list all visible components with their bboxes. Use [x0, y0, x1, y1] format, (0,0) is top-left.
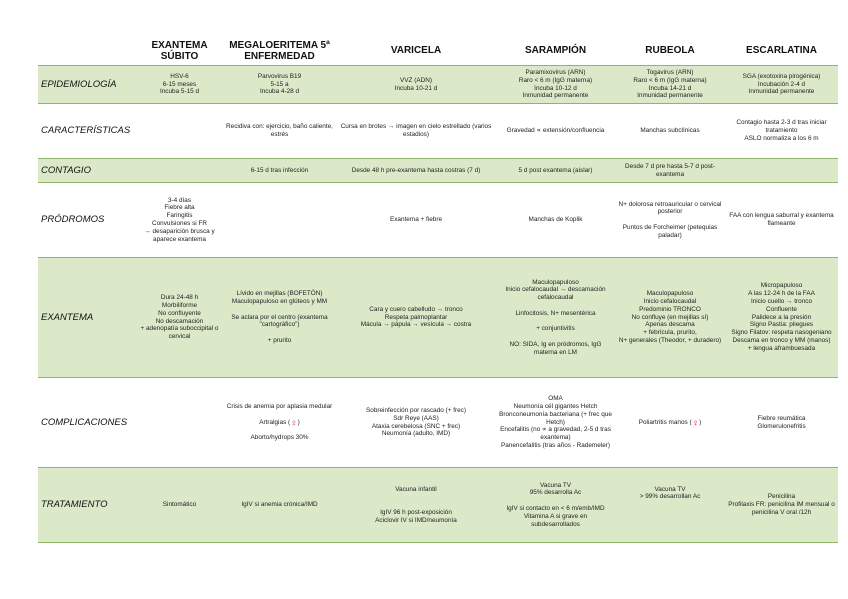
cell-line: [226, 306, 333, 314]
cell-line: Poliartritis manos (♀): [638, 417, 702, 429]
cell-line: Respeta palmoplantar: [384, 313, 448, 321]
cell-line: 95% desarrolla Ac: [529, 489, 582, 497]
cell-line: Encefalitis (no ∝ a gravedad, 2-5 d tras exantema): [500, 426, 611, 442]
cell-line: [618, 517, 722, 525]
cell-line: Cursa en brotes → imagen en cielo estrellado (varios estadios): [340, 123, 492, 138]
cell-line: Parvovirus B19: [257, 72, 302, 80]
cell-line: [226, 329, 333, 337]
cell-megaloeritema: [223, 378, 336, 468]
row-label: EPIDEMIOLOGÍA: [38, 66, 136, 104]
comparison-sheet: [38, 36, 838, 543]
cell-rubeola: [615, 183, 725, 258]
cell-line: SGA (exotoxina pirogénica): [742, 72, 821, 80]
cell-line: Cara y cuero cabelludo → tronco: [369, 305, 463, 313]
cell-megaloeritema: [223, 468, 336, 543]
cell-line: Profilaxis FR: penicilina IM mensual o penicilina V oral /12h: [728, 501, 835, 516]
cell-varicela: [336, 66, 496, 104]
cell-line: Vacuna infantil: [395, 485, 437, 493]
cell-line: VVZ (ADN): [400, 76, 432, 84]
table-row: [38, 104, 838, 159]
cell-line: Sobreinfección por rascado (+ frec): [366, 406, 466, 414]
cell-sarampion: [496, 183, 615, 258]
cell-line: Descama en tronco y MM (manos): [732, 336, 831, 344]
cell-line: Neumonía cél gigantes Hetch: [513, 403, 598, 410]
cell-varicela: [336, 104, 496, 159]
table-row: [38, 258, 838, 378]
cell-rubeola: [615, 468, 725, 543]
table-row: [38, 159, 838, 183]
cell-line: N+ dolorosa retroauricular o cervical posterior: [618, 200, 722, 216]
table-row: [38, 66, 838, 104]
female-symbol-icon: ♀: [691, 417, 700, 429]
cell-exantema-subito: [136, 183, 223, 258]
header-megaloeritema: MEGALOERITEMA 5ª ENFERMEDAD: [223, 36, 336, 66]
cell-escarlatina: [725, 66, 838, 104]
cell-line: Sdr Reye (AAS): [393, 414, 439, 422]
table-row: [38, 378, 838, 468]
cell-varicela: [336, 468, 496, 543]
cell-line: Gravedad ∝ extensión/confluencia: [506, 127, 605, 135]
cell-line: Vacuna TV: [539, 481, 572, 489]
cell-line: [499, 333, 612, 341]
cell-line: Vitamina A si grave en subdesarrollados: [523, 512, 588, 528]
header-varicela: VARICELA: [336, 36, 496, 66]
cell-line: + adenopatía suboccipital o cervical: [140, 325, 219, 341]
cell-line: 5 d post exantema (aislar): [518, 166, 593, 174]
cell-varicela: [336, 258, 496, 378]
cell-megaloeritema: [223, 104, 336, 159]
cell-line: > 99% desarrollan Ac: [639, 493, 701, 501]
cell-megaloeritema: [223, 66, 336, 104]
cell-line: A las 12-24 h de la FAA: [748, 290, 815, 298]
cell-line: Signo Pastia: pliegues: [749, 321, 814, 329]
cell-line: Bronconeumonía bacteriana (+ frec que Hetch): [499, 410, 612, 426]
cell-line: Sintomático: [162, 501, 197, 509]
cell-line: Inicio cuello → tronco: [750, 298, 813, 305]
cell-exantema-subito: [136, 159, 223, 183]
cell-line: Faringitis: [166, 212, 193, 220]
cell-line: [499, 318, 612, 326]
cell-line: Inmunidad permanente: [637, 92, 703, 100]
cell-escarlatina: [725, 183, 838, 258]
header-corner: [38, 36, 136, 66]
cell-line: Fiebre alta: [164, 204, 195, 212]
cell-line: Inicio cefalocaudal: [643, 298, 697, 305]
cell-megaloeritema: [223, 159, 336, 183]
female-symbol-icon: ♀: [290, 417, 298, 429]
cell-line: Linfocitosis, N+ mesentérica: [515, 309, 596, 317]
cell-line: No descamación: [155, 317, 204, 325]
row-label: CARACTERÍSTICAS: [38, 104, 136, 159]
cell-line: 5-15 a: [270, 80, 289, 88]
cell-escarlatina: [725, 104, 838, 159]
cell-line: Convulsiones si FR: [151, 220, 208, 227]
cell-line: FAA con lengua saburral y exantema flameante: [729, 212, 834, 227]
header-rubeola: RUBEOLA: [615, 36, 725, 66]
cell-escarlatina: [725, 159, 838, 183]
cell-line: Exantema + fiebre: [389, 216, 443, 224]
cell-rubeola: [615, 378, 725, 468]
cell-line: Contagio hasta 2-3 d tras iniciar tratamiento: [736, 119, 827, 135]
cell-line: Confluente: [766, 305, 797, 313]
cell-line: Manchas subclínicas: [640, 127, 700, 135]
cell-line: [226, 427, 333, 435]
cell-line: Incubación 2-4 d: [757, 80, 806, 88]
cell-line: Raro < 6 m (IgG materna): [633, 76, 707, 84]
cell-line: Signo Filatov: respeta nasogeniano: [731, 329, 832, 337]
cell-line: Incuba 5-15 d: [159, 88, 200, 96]
cell-rubeola: [615, 104, 725, 159]
cell-line: [499, 497, 612, 505]
cell-escarlatina: [725, 378, 838, 468]
cell-exantema-subito: [136, 104, 223, 159]
cell-sarampion: [496, 468, 615, 543]
cell-line: Recidiva con: ejercicio, baño caliente, estrés: [226, 123, 333, 138]
cell-line: Mácula → pápula → vesícula → costra: [360, 321, 472, 329]
cell-line: Incuba 10-12 d: [534, 84, 577, 92]
cell-line: Panencefalitis (tras años - Rademeler): [500, 441, 611, 449]
cell-line: Paramixovirus (ARN): [525, 68, 586, 76]
cell-sarampion: [496, 159, 615, 183]
cell-line: Aborto/hydrops 30%: [250, 434, 309, 442]
row-label: PRÓDROMOS: [38, 183, 136, 258]
cell-line: Morbiliforme: [161, 301, 198, 309]
cell-exantema-subito: [136, 66, 223, 104]
header-sarampion: SARAMPIÓN: [496, 36, 615, 66]
cell-line: 3-4 días: [167, 196, 192, 204]
cell-line: Puntos de Forcheimer (petequias paladar): [622, 223, 718, 239]
exanthem-comparison-table: [38, 36, 838, 543]
cell-line: → desaparición brusca y aparece exantema: [144, 227, 215, 243]
table-row: [38, 468, 838, 543]
cell-rubeola: [615, 66, 725, 104]
cell-line: Apenas descama: [645, 321, 695, 329]
cell-line: Desde 48 h pre-exantema hasta costras (7 d): [351, 166, 481, 174]
cell-sarampion: [496, 258, 615, 378]
cell-varicela: [336, 183, 496, 258]
cell-varicela: [336, 378, 496, 468]
cell-rubeola: [615, 258, 725, 378]
cell-line: + conjuntivitis: [536, 325, 575, 333]
cell-line: Glomerulonefritis: [757, 422, 806, 430]
cell-line: N+ generales (Theodor, + duradero): [618, 336, 722, 344]
cell-line: [618, 501, 722, 509]
cell-exantema-subito: [136, 258, 223, 378]
cell-line: HSV-6: [170, 72, 189, 80]
cell-line: Lívido en mejillas (BOFETÓN): [236, 290, 323, 298]
cell-line: Aciclovir IV si IMD/neumonía: [375, 516, 457, 524]
cell-line: Desde 7 d pre hasta 5-7 d post-exantema: [625, 162, 715, 178]
cell-exantema-subito: [136, 468, 223, 543]
cell-line: 6-15 d tras infección: [250, 166, 309, 174]
cell-line: Inmunidad permanente: [748, 88, 815, 96]
cell-line: No confluye (en mejillas sí): [631, 313, 709, 321]
cell-line: Manchas de Koplik: [528, 216, 583, 224]
cell-megaloeritema: [223, 183, 336, 258]
cell-line: [226, 411, 333, 419]
cell-varicela: [336, 159, 496, 183]
table-row: [38, 183, 838, 258]
cell-line: Vacuna TV: [654, 485, 686, 493]
cell-line: Ataxia cerebelosa (SNC + frec): [371, 422, 461, 430]
header-escarlatina: ESCARLATINA: [725, 36, 838, 66]
cell-line: Inmunidad permanente: [522, 92, 589, 100]
cell-line: Incuba 4-28 d: [259, 88, 300, 96]
cell-line: Palidece a la presión: [751, 313, 812, 321]
cell-line: Maculopapuloso: [532, 278, 579, 286]
cell-escarlatina: [725, 468, 838, 543]
cell-line: Artralgias (♀): [259, 417, 300, 429]
cell-line: NO: SIDA, Ig en pródromos, IgG materna en LM: [509, 340, 602, 356]
cell-line: Incuba 14-21 d: [648, 84, 692, 92]
row-label: EXANTEMA: [38, 258, 136, 378]
cell-sarampion: [496, 66, 615, 104]
cell-sarampion: [496, 104, 615, 159]
row-label: TRATAMIENTO: [38, 468, 136, 543]
cell-line: [339, 501, 493, 509]
cell-escarlatina: [725, 258, 838, 378]
cell-line: IgIV si contacto en < 6 m/emb/IMD: [506, 505, 605, 512]
cell-line: OMA: [548, 395, 563, 403]
cell-line: Maculopapuloso: [646, 290, 694, 298]
row-label: CONTAGIO: [38, 159, 136, 183]
cell-line: + lengua aframbuesada: [747, 344, 816, 352]
cell-line: IgIV si anemia crónica/IMD: [241, 501, 318, 509]
cell-line: [499, 302, 612, 310]
cell-sarampion: [496, 378, 615, 468]
cell-line: [618, 216, 722, 224]
cell-line: IgIV 96 h post-exposición: [380, 508, 452, 516]
cell-line: Raro < 6 m (IgG materna): [518, 76, 593, 84]
cell-rubeola: [615, 159, 725, 183]
cell-line: Se aclara por el centro (exantema "cartográfico"): [231, 313, 328, 329]
cell-megaloeritema: [223, 258, 336, 378]
cell-line: ASLO normaliza a los 6 m: [744, 134, 819, 142]
cell-line: + prurito: [267, 336, 292, 344]
cell-line: 6-15 meses: [162, 80, 197, 88]
cell-line: Neumonía (adulto, IMD): [381, 430, 451, 438]
cell-line: Incuba 10-21 d: [394, 84, 438, 92]
row-label: COMPLICACIONES: [38, 378, 136, 468]
header-exantema-subito: EXANTEMA SÚBITO: [136, 36, 223, 66]
cell-line: Maculopapuloso en glúteos y MM: [231, 298, 328, 305]
cell-line: Penicilina: [767, 493, 796, 501]
cell-line: No confluyente: [158, 309, 201, 317]
cell-line: Fiebre reumática: [757, 414, 806, 422]
cell-line: Inicio cefalocaudal → descamación cefalocaudal: [505, 286, 606, 302]
cell-line: + febrícula, prurito,: [643, 329, 697, 337]
cell-line: [618, 509, 722, 517]
cell-line: Micropapuloso: [760, 282, 803, 290]
cell-line: Dura 24-48 h: [160, 294, 199, 302]
header-row: [38, 36, 838, 66]
cell-line: Togavirus (ARN): [646, 68, 694, 76]
cell-exantema-subito: [136, 378, 223, 468]
cell-line: [339, 493, 493, 501]
cell-line: Crisis de anemia por aplasia medular: [226, 402, 333, 410]
cell-line: Predominio TRONCO: [639, 305, 701, 313]
